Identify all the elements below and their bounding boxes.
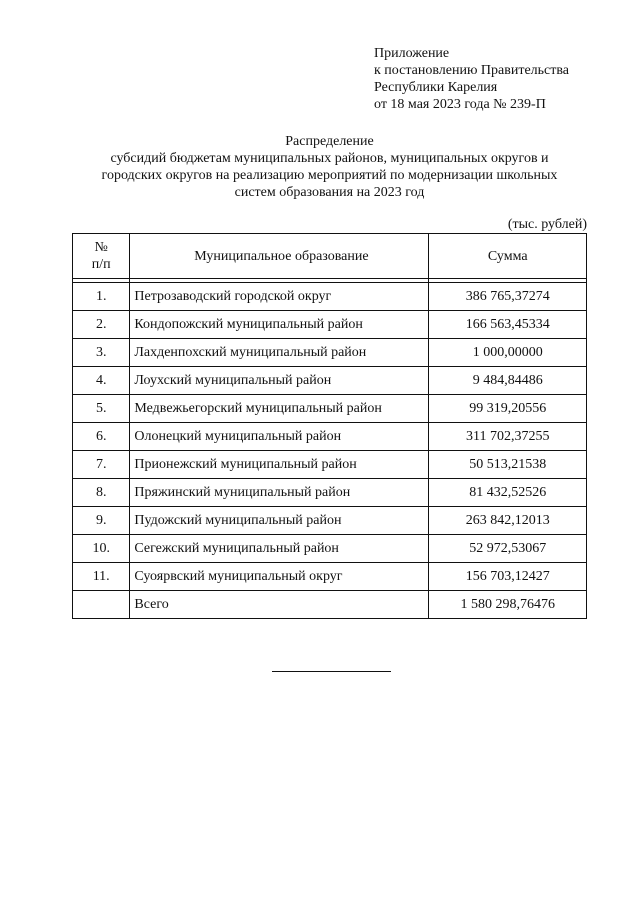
- row-municipality: Кондопожский муниципальный район: [130, 311, 429, 339]
- row-number: 9.: [73, 507, 130, 535]
- table-row: [73, 535, 587, 563]
- header-sum: Сумма: [429, 234, 587, 279]
- appendix-line: Приложение: [374, 46, 450, 61]
- title-line: городских округов на реализацию мероприятий по модернизации школьных: [101, 168, 558, 183]
- row-sum: 81 432,52526: [429, 479, 587, 507]
- table-row: [73, 479, 587, 507]
- row-number: 10.: [73, 535, 130, 563]
- row-sum: 156 703,12427: [429, 563, 587, 591]
- table-row: [73, 563, 587, 591]
- table-row: [73, 283, 587, 311]
- row-sum: 263 842,12013: [429, 507, 587, 535]
- title-line: Распределение: [285, 134, 374, 149]
- table-row: [73, 423, 587, 451]
- row-municipality: Медвежьегорский муниципальный район: [130, 395, 429, 423]
- row-sum: 9 484,84486: [429, 367, 587, 395]
- row-number: 11.: [73, 563, 130, 591]
- header-municipality: Муниципальное образование: [130, 234, 429, 279]
- table-total-row: [73, 591, 587, 619]
- row-municipality: Петрозаводский городской округ: [130, 283, 429, 311]
- total-label: Всего: [130, 591, 429, 619]
- row-number: 6.: [73, 423, 130, 451]
- table-body: [73, 279, 587, 619]
- table-row: [73, 507, 587, 535]
- row-number: 2.: [73, 311, 130, 339]
- title-line: систем образования на 2023 год: [234, 185, 425, 200]
- appendix-line: Республики Карелия: [374, 80, 498, 95]
- row-municipality: Сегежский муниципальный район: [130, 535, 429, 563]
- row-number: 7.: [73, 451, 130, 479]
- row-number: 3.: [73, 339, 130, 367]
- units-label: (тыс. рублей): [507, 217, 587, 232]
- row-municipality: Пряжинский муниципальный район: [130, 479, 429, 507]
- table-row: [73, 451, 587, 479]
- closing-rule: [272, 671, 391, 672]
- row-municipality: Лахденпохский муниципальный район: [130, 339, 429, 367]
- row-municipality: Суоярвский муниципальный округ: [130, 563, 429, 591]
- table-row: [73, 367, 587, 395]
- row-municipality: Пудожский муниципальный район: [130, 507, 429, 535]
- table-row: [73, 311, 587, 339]
- header-number-abbr: п/п: [91, 257, 111, 272]
- title-line: субсидий бюджетам муниципальных районов, муниципальных округов и: [110, 151, 549, 166]
- appendix-header: [374, 45, 569, 113]
- row-number: 1.: [73, 283, 130, 311]
- row-municipality: Лоухский муниципальный район: [130, 367, 429, 395]
- row-number: 4.: [73, 367, 130, 395]
- row-sum: 311 702,37255: [429, 423, 587, 451]
- header-number-symbol: №: [94, 240, 108, 255]
- total-number-empty: [73, 591, 130, 619]
- row-municipality: Прионежский муниципальный район: [130, 451, 429, 479]
- header-number: [73, 234, 130, 279]
- row-number: 8.: [73, 479, 130, 507]
- appendix-line: к постановлению Правительства: [374, 63, 570, 78]
- row-municipality: Олонецкий муниципальный район: [130, 423, 429, 451]
- appendix-line: от 18 мая 2023 года № 239-П: [374, 97, 546, 112]
- table-row: [73, 395, 587, 423]
- table-row: [73, 339, 587, 367]
- row-number: 5.: [73, 395, 130, 423]
- row-sum: 166 563,45334: [429, 311, 587, 339]
- document-title: [72, 133, 587, 201]
- row-sum: 1 000,00000: [429, 339, 587, 367]
- subsidy-table: [72, 233, 587, 619]
- total-sum: 1 580 298,76476: [429, 591, 587, 619]
- row-sum: 52 972,53067: [429, 535, 587, 563]
- row-sum: 386 765,37274: [429, 283, 587, 311]
- row-sum: 99 319,20556: [429, 395, 587, 423]
- row-sum: 50 513,21538: [429, 451, 587, 479]
- table-header-row: [73, 234, 587, 279]
